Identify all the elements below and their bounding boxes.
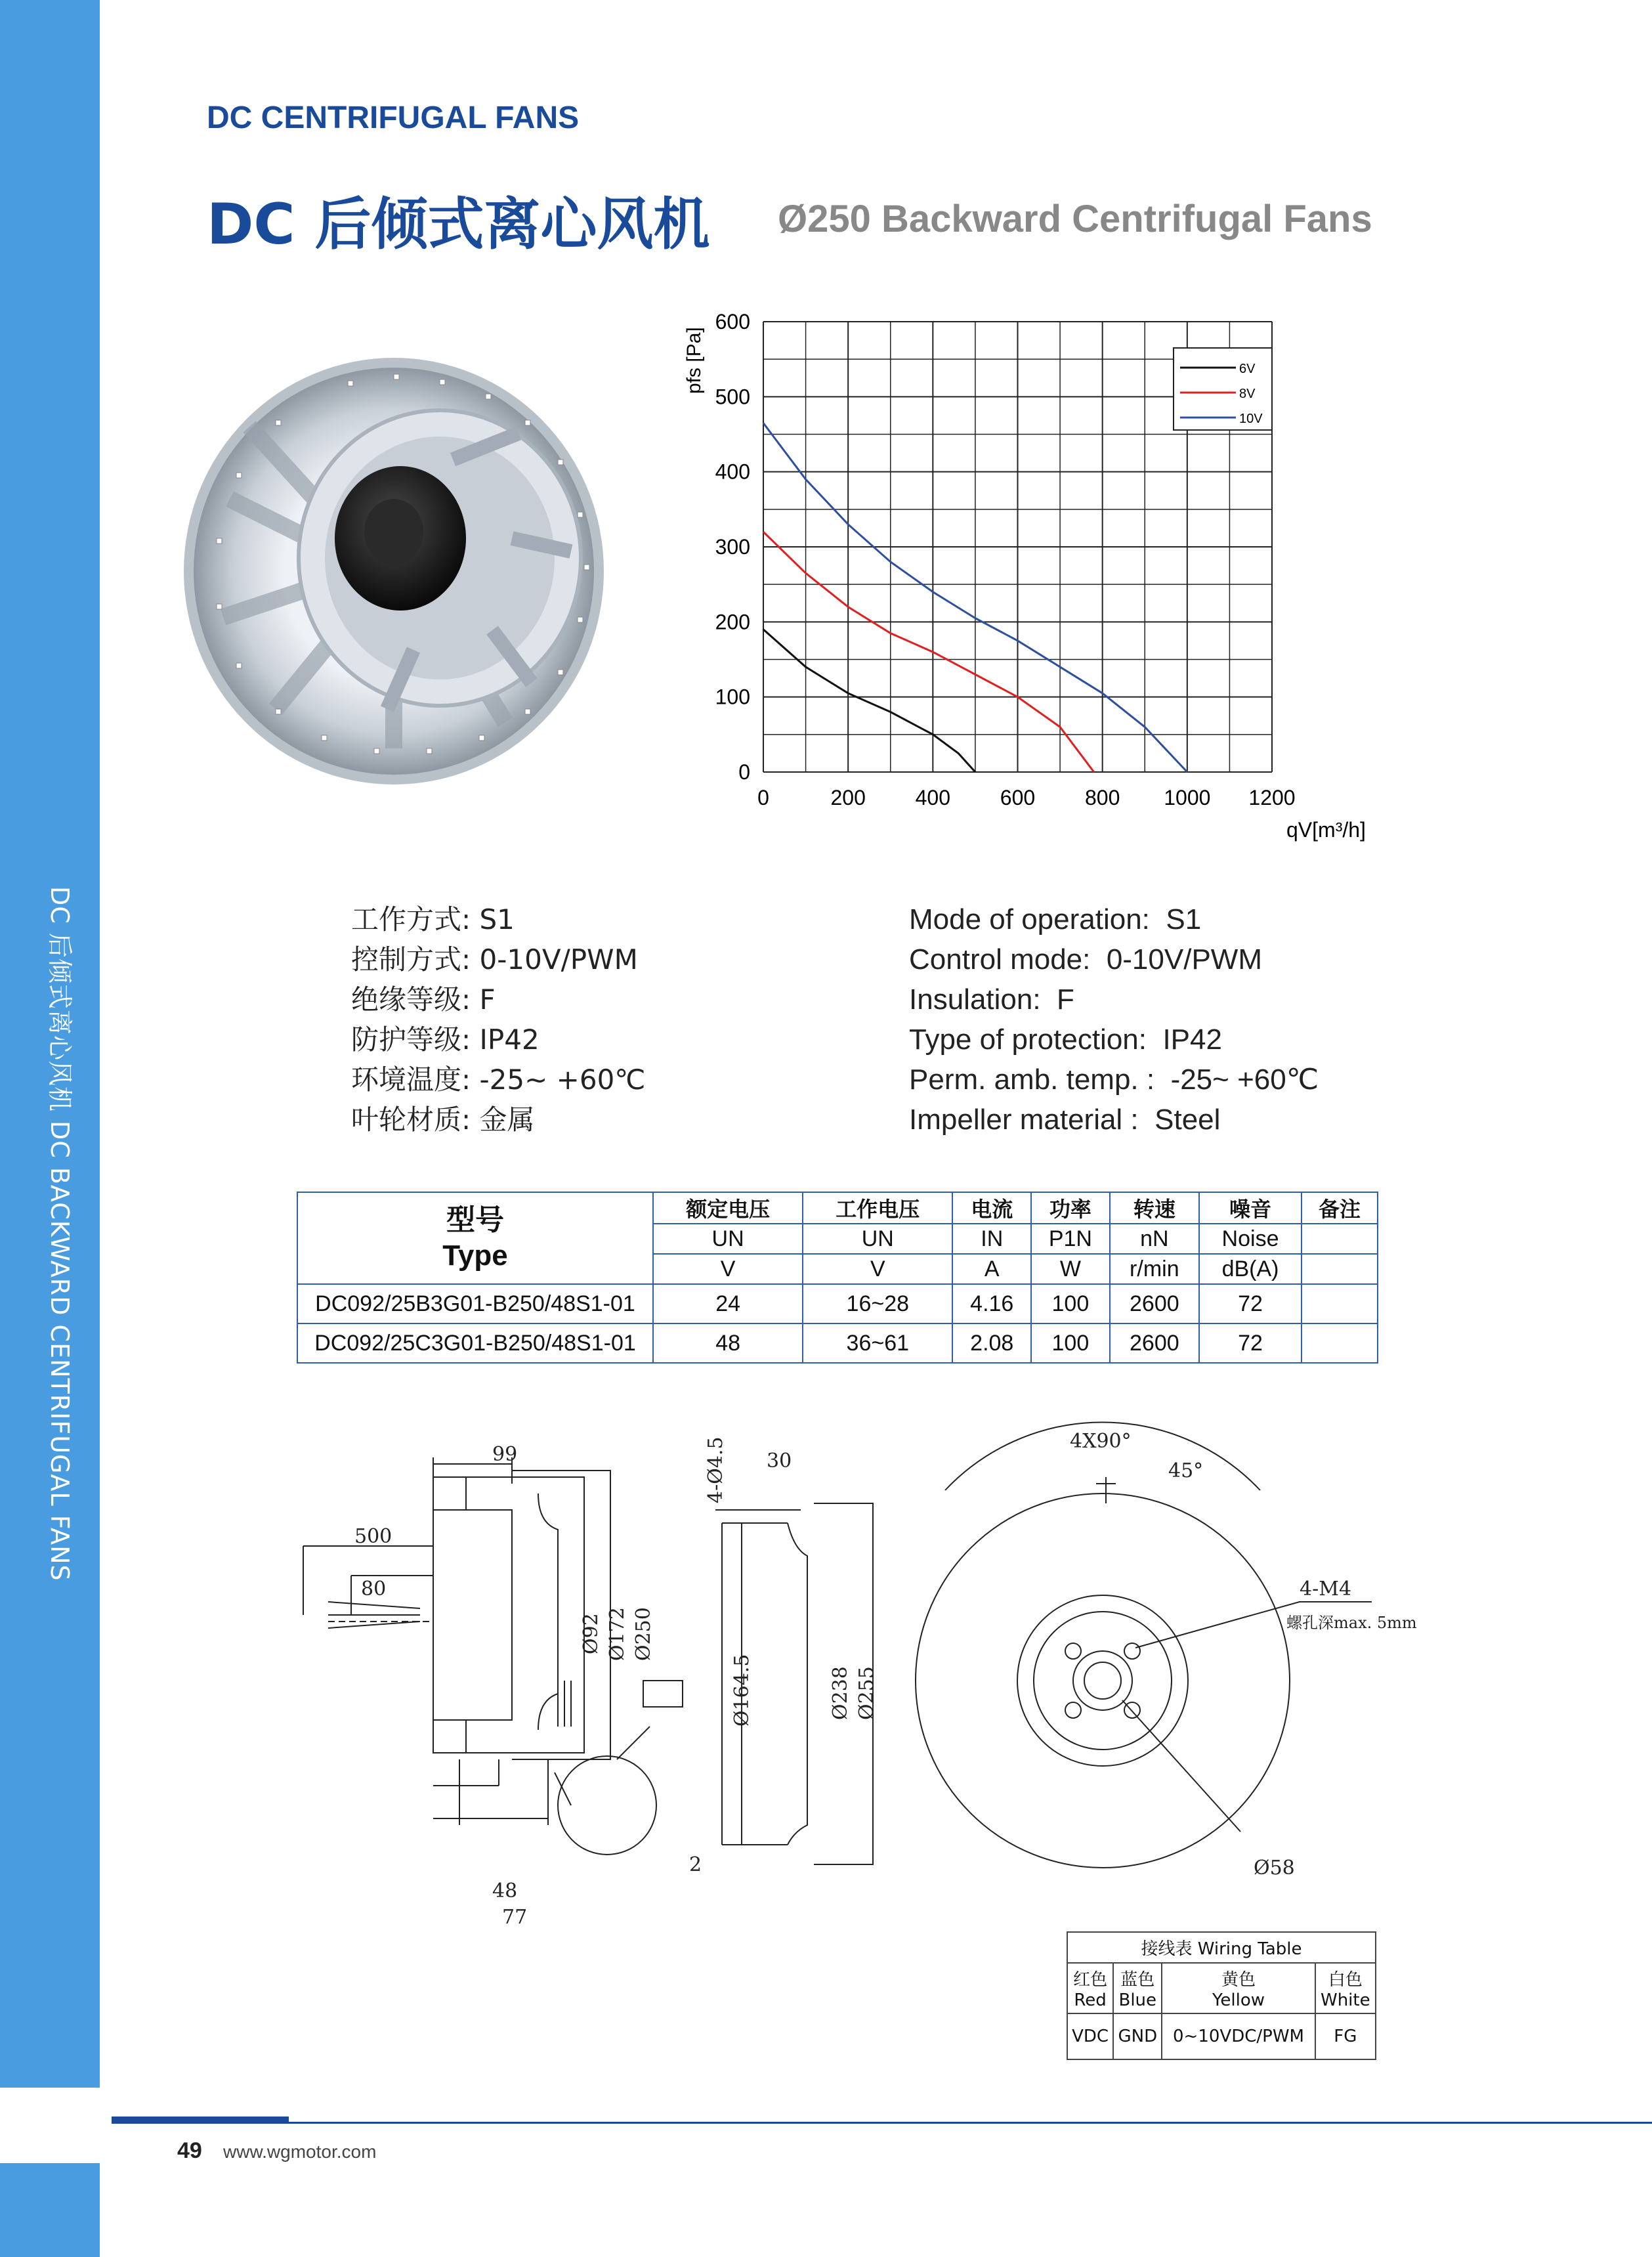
- dim-2: 2: [689, 1853, 702, 1876]
- performance-chart: [676, 289, 1424, 847]
- dim-77: 77: [502, 1906, 528, 1929]
- y-tick-label: 400: [715, 460, 750, 484]
- spec-row-insulation-en: Insulation: F: [909, 983, 1074, 1016]
- unit-cell: V: [803, 1254, 952, 1284]
- dim-48: 48: [492, 1880, 518, 1902]
- x-tick-label: 0: [757, 786, 769, 809]
- y-tick-label: 0: [738, 760, 750, 784]
- unit-cell: A: [952, 1254, 1031, 1284]
- dim-thread-depth: 螺孔深max. 5mm: [1286, 1614, 1417, 1632]
- wire-fn: 0~10VDC/PWM: [1162, 2013, 1315, 2059]
- series-line-8V: [763, 532, 1094, 772]
- x-tick-label: 200: [830, 786, 866, 809]
- header-rated-voltage: 额定电压: [653, 1192, 803, 1224]
- legend-label: 10V: [1239, 412, 1263, 426]
- unit-cell: V: [653, 1254, 803, 1284]
- page-title-cn: DC 后倾式离心风机: [207, 192, 710, 257]
- y-tick-label: 600: [715, 310, 750, 333]
- wire-yellow: 黄色 Yellow: [1162, 1963, 1315, 2013]
- footer-rule: [112, 2122, 1652, 2124]
- dim-164-5: Ø164.5: [731, 1654, 753, 1727]
- sidebar-band-bottom: [0, 2163, 100, 2257]
- dim-92: Ø92: [580, 1613, 603, 1654]
- page-title-en: Ø250 Backward Centrifugal Fans: [778, 198, 1372, 240]
- sym-cell: IN: [952, 1224, 1031, 1254]
- dim-250: Ø250: [632, 1607, 655, 1661]
- sym-cell: UN: [653, 1224, 803, 1254]
- legend-label: 6V: [1239, 362, 1256, 376]
- dim-4-4-5: 4-Ø4.5: [704, 1436, 727, 1503]
- spec-row-insulation-cn: 绝缘等级: F: [351, 983, 496, 1016]
- spec-row-mode-cn: 工作方式: S1: [351, 903, 515, 935]
- dim-45: 45°: [1168, 1459, 1204, 1482]
- wire-fn: VDC: [1067, 2013, 1113, 2059]
- dim-255: Ø255: [855, 1666, 878, 1720]
- y-tick-label: 300: [715, 535, 750, 559]
- spec-list-cn: [351, 899, 645, 1140]
- header-current: 电流: [952, 1192, 1031, 1224]
- unit-cell: W: [1031, 1254, 1110, 1284]
- front-view: [916, 1422, 1372, 1868]
- unit-cell: r/min: [1110, 1254, 1199, 1284]
- y-tick-label: 200: [715, 610, 750, 634]
- y-tick-label: 500: [715, 385, 750, 409]
- x-tick-label: 1200: [1248, 786, 1296, 809]
- sym-cell: nN: [1110, 1224, 1199, 1254]
- sym-cell: [1302, 1224, 1378, 1254]
- wire-fn: GND: [1113, 2013, 1162, 2059]
- wire-red: 红色 Red: [1067, 1963, 1113, 2013]
- dim-4-m4: 4-M4: [1300, 1578, 1352, 1601]
- wire-white: 白色 White: [1315, 1963, 1376, 2013]
- table-row: DC092/25C3G01-B250/48S1-01 48 36~61 2.08 100 2600 72: [297, 1323, 1378, 1363]
- table-row: DC092/25B3G01-B250/48S1-01 24 16~28 4.16 100 2600 72: [297, 1284, 1378, 1323]
- spec-row-control-cn: 控制方式: 0-10V/PWM: [351, 943, 638, 976]
- type-header: 型号 Type: [297, 1192, 653, 1284]
- footer-website: www.wgmotor.com: [223, 2141, 377, 2162]
- dim-4x90: 4X90°: [1070, 1430, 1132, 1453]
- category-heading: DC CENTRIFUGAL FANS: [207, 100, 580, 135]
- x-tick-label: 600: [1000, 786, 1036, 809]
- spec-row-control-en: Control mode: 0-10V/PWM: [909, 943, 1262, 976]
- technical-drawing: [289, 1418, 1431, 1983]
- sym-cell: Noise: [1199, 1224, 1302, 1254]
- y-tick-label: 100: [715, 685, 750, 709]
- spec-row-mode-en: Mode of operation: S1: [909, 903, 1202, 935]
- wiring-title: 接线表 Wiring Table: [1067, 1932, 1376, 1963]
- x-tick-label: 800: [1084, 786, 1120, 809]
- wire-fn: FG: [1315, 2013, 1376, 2059]
- header-power: 功率: [1031, 1192, 1110, 1224]
- fan-product-image: [177, 341, 637, 801]
- sym-cell: UN: [803, 1224, 952, 1254]
- header-remarks: 备注: [1302, 1192, 1378, 1224]
- header-working-voltage: 工作电压: [803, 1192, 952, 1224]
- series-line-6V: [763, 630, 975, 772]
- model-table: [297, 1192, 1378, 1364]
- legend-label: 8V: [1239, 387, 1256, 401]
- spec-row-protection-cn: 防护等级: IP42: [351, 1023, 540, 1056]
- chart-y-label: pfs [Pa]: [683, 327, 705, 394]
- spec-row-material-en: Impeller material : Steel: [909, 1104, 1221, 1136]
- wire-blue: 蓝色 Blue: [1113, 1963, 1162, 2013]
- dim-238: Ø238: [829, 1666, 852, 1720]
- chart-legend: [1174, 348, 1272, 430]
- side-vertical-text: DC 后倾式离心风机 DC BACKWARD CENTRIFUGAL FANS: [45, 886, 74, 1581]
- chart-x-label: qV[m³/h]: [1286, 818, 1366, 842]
- dim-80: 80: [361, 1578, 387, 1601]
- header-speed: 转速: [1110, 1192, 1199, 1224]
- x-tick-label: 1000: [1164, 786, 1211, 809]
- dim-30: 30: [767, 1450, 792, 1472]
- wiring-table: [1067, 1931, 1376, 2060]
- spec-row-material-cn: 叶轮材质: 金属: [351, 1104, 535, 1136]
- unit-cell: [1302, 1254, 1378, 1284]
- page-number: 49: [177, 2138, 202, 2163]
- header-noise: 噪音: [1199, 1192, 1302, 1224]
- spec-row-temp-cn: 环境温度: -25~ +60℃: [351, 1064, 646, 1096]
- dim-58: Ø58: [1254, 1857, 1295, 1880]
- x-tick-label: 400: [915, 786, 951, 809]
- dim-172: Ø172: [606, 1607, 629, 1661]
- dim-99: 99: [492, 1443, 518, 1466]
- spec-row-protection-en: Type of protection: IP42: [909, 1023, 1222, 1056]
- spec-row-temp-en: Perm. amb. temp. : -25~ +60℃: [909, 1064, 1319, 1096]
- dim-500: 500: [354, 1525, 392, 1548]
- unit-cell: dB(A): [1199, 1254, 1302, 1284]
- sym-cell: P1N: [1031, 1224, 1110, 1254]
- spec-list-en: [909, 899, 1319, 1140]
